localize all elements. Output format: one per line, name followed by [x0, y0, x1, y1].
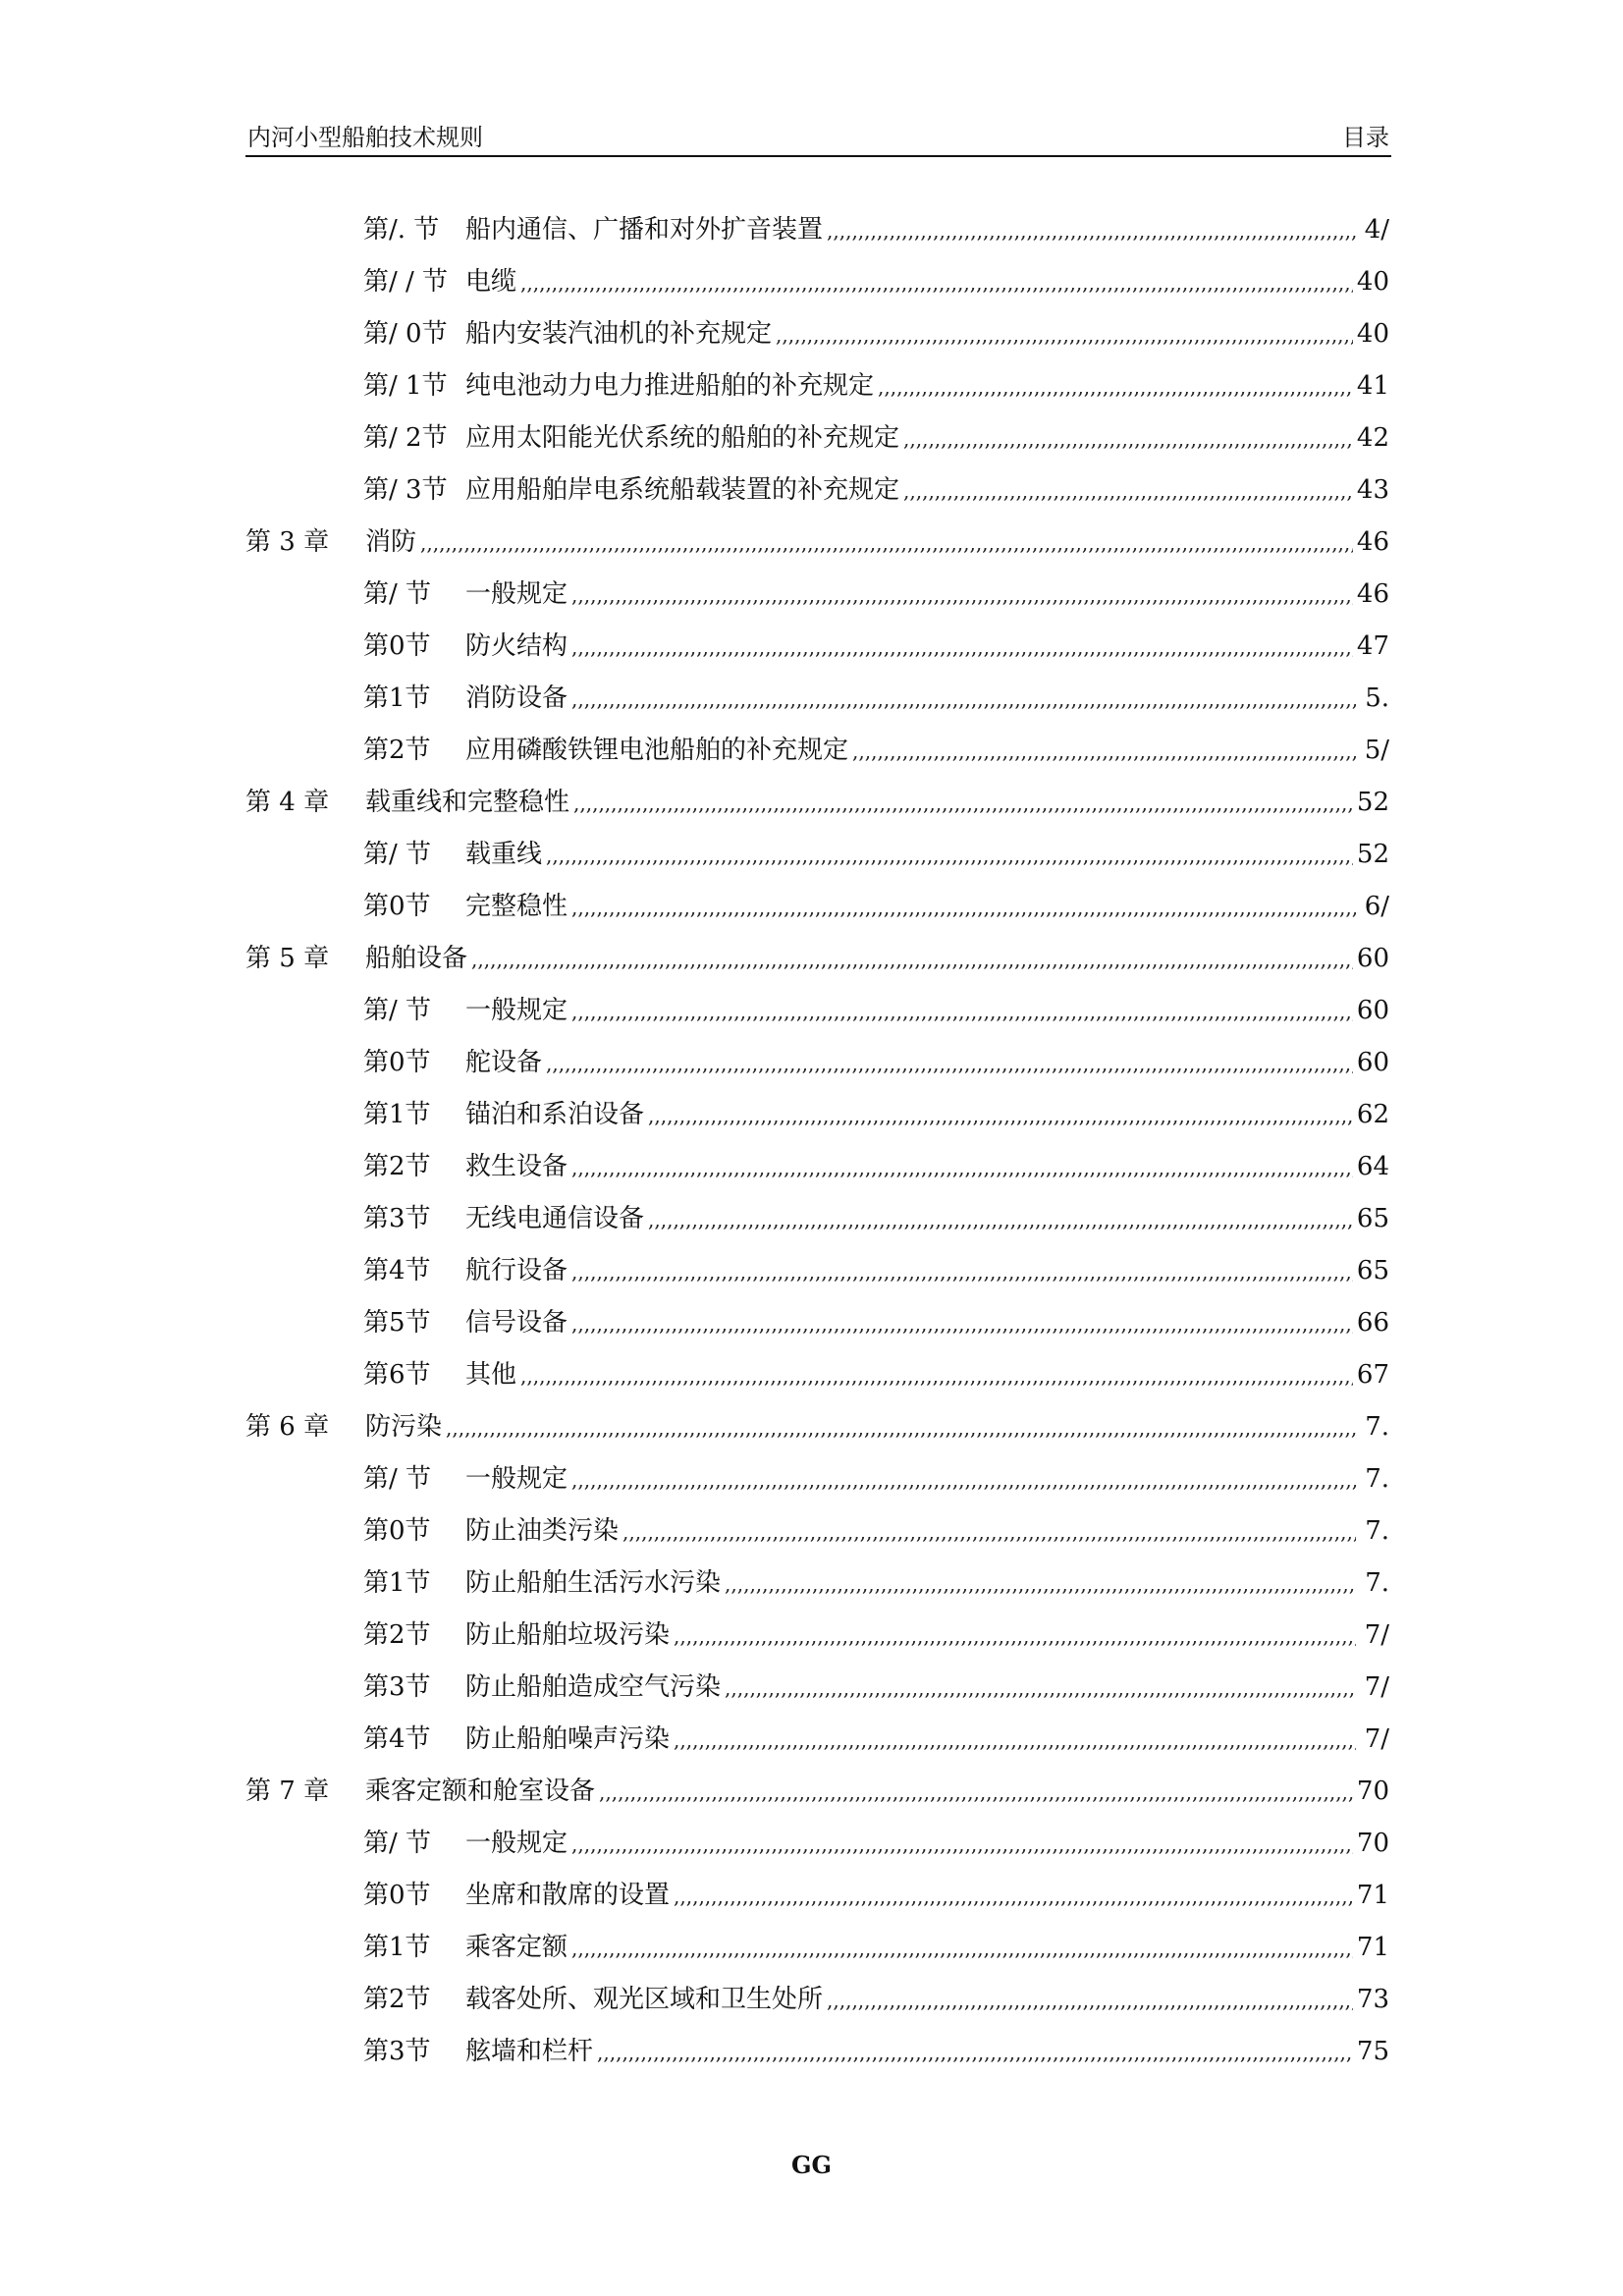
toc-page: 52: [1356, 840, 1389, 869]
toc-title: 其他: [465, 1360, 517, 1390]
toc-leader: [725, 1676, 1356, 1700]
toc-page: 60: [1356, 1048, 1389, 1077]
toc-page: 7.: [1365, 1464, 1389, 1494]
toc-entry[interactable]: [363, 1927, 1389, 1966]
toc-leader: [827, 1989, 1353, 2012]
toc-leader: [903, 427, 1353, 451]
toc-page: 70: [1356, 1777, 1389, 1806]
toc-page: 70: [1356, 1829, 1389, 1858]
toc-entry[interactable]: [363, 365, 1389, 405]
toc-title: 乘客定额: [465, 1933, 568, 1962]
section-title: 目录: [1342, 124, 1389, 151]
toc-page: 65: [1356, 1204, 1389, 1233]
toc-title: 乘客定额和舱室设备: [365, 1777, 596, 1806]
toc-leader: [546, 844, 1353, 867]
toc-page: 46: [1356, 527, 1389, 557]
toc-page: 67: [1356, 1360, 1389, 1390]
toc-title: 船内通信、广播和对外扩音装置: [465, 215, 824, 245]
toc-label: 第/ 节: [363, 1829, 432, 1858]
toc-leader: [571, 687, 1356, 711]
toc-entry[interactable]: [363, 678, 1389, 717]
toc-page: 46: [1356, 579, 1389, 609]
toc-label: 第3节: [363, 1204, 431, 1233]
toc-title: 防止油类污染: [465, 1516, 620, 1546]
toc-leader: [674, 1624, 1356, 1648]
toc-entry[interactable]: [363, 1979, 1389, 2018]
toc-title: 载重线: [465, 840, 543, 869]
toc-title: 防止船舶噪声污染: [465, 1724, 671, 1754]
toc-page: 40: [1356, 267, 1389, 297]
toc-entry[interactable]: [363, 1875, 1389, 1914]
toc-title: 一般规定: [465, 579, 568, 609]
toc-title: 消防: [365, 527, 417, 557]
toc-leader: [571, 1260, 1353, 1284]
toc-label: 第 6 章: [245, 1412, 330, 1442]
toc-label: 第5节: [363, 1308, 431, 1338]
toc-leader: [471, 948, 1353, 971]
toc-label: 第0节: [363, 1881, 431, 1910]
toc-entry[interactable]: [363, 834, 1389, 873]
toc-label: 第2节: [363, 736, 431, 765]
toc-leader: [674, 1885, 1353, 1908]
page-number: GG: [791, 2151, 832, 2179]
toc-page: 7.: [1365, 1412, 1389, 1442]
toc-page: 6/: [1364, 892, 1389, 921]
toc-label: 第/ / 节: [363, 267, 449, 297]
toc-page: 71: [1356, 1881, 1389, 1910]
toc-label: 第6节: [363, 1360, 431, 1390]
toc-page: 66: [1356, 1308, 1389, 1338]
toc-page: 62: [1356, 1100, 1389, 1129]
toc-leader: [571, 1937, 1353, 1960]
toc-entry[interactable]: [363, 1146, 1389, 1185]
toc-page: 7.: [1365, 1516, 1389, 1546]
toc-label: 第4节: [363, 1256, 431, 1285]
toc-entry[interactable]: [363, 1250, 1389, 1289]
toc-chapter[interactable]: [245, 938, 1389, 977]
toc-entry[interactable]: [363, 1562, 1389, 1602]
toc-title: 救生设备: [465, 1152, 568, 1181]
toc-page: 60: [1356, 996, 1389, 1025]
toc-entry[interactable]: [363, 1510, 1389, 1550]
toc-title: 应用磷酸铁锂电池船舶的补充规定: [465, 736, 849, 765]
toc-page: 5.: [1365, 683, 1389, 713]
toc-leader: [571, 1312, 1353, 1336]
toc-page: 43: [1356, 475, 1389, 505]
toc-page: 52: [1356, 788, 1389, 817]
toc-label: 第0节: [363, 1048, 431, 1077]
toc-leader: [648, 1208, 1353, 1231]
toc-title: 舵设备: [465, 1048, 543, 1077]
toc-label: 第 4 章: [245, 788, 330, 817]
toc-entry[interactable]: [363, 1302, 1389, 1341]
toc-entry[interactable]: [363, 626, 1389, 665]
toc-entry[interactable]: [363, 1614, 1389, 1654]
toc-entry[interactable]: [363, 417, 1389, 457]
toc-label: 第/. 节: [363, 215, 440, 245]
toc-label: 第4节: [363, 1724, 431, 1754]
toc-entry[interactable]: [363, 990, 1389, 1029]
toc-title: 船内安装汽油机的补充规定: [465, 319, 773, 349]
toc-chapter[interactable]: [245, 1771, 1389, 1810]
toc-leader: [573, 792, 1353, 815]
toc-leader: [571, 1468, 1356, 1492]
toc-entry[interactable]: [363, 2031, 1389, 2070]
toc-page: 47: [1356, 631, 1389, 661]
toc-leader: [903, 479, 1353, 503]
toc-title: 坐席和散席的设置: [465, 1881, 671, 1910]
toc-label: 第/ 0节: [363, 319, 448, 349]
toc-leader: [622, 1520, 1356, 1544]
toc-leader: [571, 1832, 1353, 1856]
toc-leader: [571, 1156, 1353, 1179]
toc-page: 5/: [1364, 736, 1389, 765]
toc-title: 载重线和完整稳性: [365, 788, 570, 817]
toc-title: 防止船舶垃圾污染: [465, 1620, 671, 1650]
toc-entry[interactable]: [363, 209, 1389, 248]
toc-page: 64: [1356, 1152, 1389, 1181]
toc-page: 7/: [1364, 1672, 1389, 1702]
toc-label: 第/ 节: [363, 579, 432, 609]
toc-entry[interactable]: [363, 1094, 1389, 1133]
toc-label: 第1节: [363, 1100, 431, 1129]
toc-page: 40: [1356, 319, 1389, 349]
toc-chapter[interactable]: [245, 1406, 1389, 1446]
toc-title: 纯电池动力电力推进船舶的补充规定: [465, 371, 875, 401]
toc-page: 75: [1356, 2037, 1389, 2066]
toc-entry[interactable]: [363, 1198, 1389, 1237]
toc-title: 电缆: [465, 267, 517, 297]
toc-label: 第 3 章: [245, 527, 330, 557]
toc-label: 第 7 章: [245, 1777, 330, 1806]
toc-entry[interactable]: [363, 574, 1389, 613]
toc-entry[interactable]: [363, 313, 1389, 353]
toc-label: 第/ 节: [363, 1464, 432, 1494]
toc-page: 65: [1356, 1256, 1389, 1285]
toc-label: 第2节: [363, 1620, 431, 1650]
toc-leader: [520, 271, 1353, 295]
toc-entry[interactable]: [363, 469, 1389, 509]
toc-label: 第1节: [363, 1568, 431, 1598]
toc-entry[interactable]: [363, 730, 1389, 769]
toc-title: 防火结构: [465, 631, 568, 661]
toc-title: 无线电通信设备: [465, 1204, 645, 1233]
toc-leader: [827, 219, 1356, 243]
toc-leader: [571, 1000, 1353, 1023]
toc-leader: [648, 1104, 1353, 1127]
toc-label: 第0节: [363, 631, 431, 661]
toc-page: 73: [1356, 1985, 1389, 2014]
toc-label: 第/ 节: [363, 840, 432, 869]
toc-entry[interactable]: [363, 261, 1389, 301]
toc-leader: [878, 375, 1353, 399]
toc-title: 锚泊和系泊设备: [465, 1100, 645, 1129]
toc-page: 7/: [1364, 1724, 1389, 1754]
toc-leader: [420, 531, 1353, 555]
toc-leader: [776, 323, 1353, 347]
toc-entry[interactable]: [363, 886, 1389, 925]
toc-label: 第2节: [363, 1152, 431, 1181]
toc-label: 第/ 节: [363, 996, 432, 1025]
toc-label: 第0节: [363, 892, 431, 921]
toc-title: 一般规定: [465, 996, 568, 1025]
toc-title: 信号设备: [465, 1308, 568, 1338]
toc-label: 第1节: [363, 1933, 431, 1962]
toc-title: 应用船舶岸电系统船载装置的补充规定: [465, 475, 900, 505]
toc-label: 第/ 3节: [363, 475, 448, 505]
toc-title: 航行设备: [465, 1256, 568, 1285]
toc-label: 第3节: [363, 2037, 431, 2066]
toc-page: 71: [1356, 1933, 1389, 1962]
toc-label: 第 5 章: [245, 944, 330, 973]
toc-page: 7/: [1364, 1620, 1389, 1650]
toc-page: 4/: [1364, 215, 1389, 245]
toc-title: 完整稳性: [465, 892, 568, 921]
toc-title: 消防设备: [465, 683, 568, 713]
toc-entry[interactable]: [363, 1667, 1389, 1706]
toc-chapter[interactable]: [245, 521, 1389, 561]
toc-leader: [597, 2041, 1353, 2064]
toc-page: 42: [1356, 423, 1389, 453]
toc-title: 一般规定: [465, 1829, 568, 1858]
toc-leader: [546, 1052, 1353, 1075]
toc-title: 防止船舶生活污水污染: [465, 1568, 722, 1598]
toc-title: 载客处所、观光区域和卫生处所: [465, 1985, 824, 2014]
toc-label: 第/ 2节: [363, 423, 448, 453]
toc-leader: [725, 1572, 1356, 1596]
toc-page: 60: [1356, 944, 1389, 973]
toc-label: 第0节: [363, 1516, 431, 1546]
toc-title: 一般规定: [465, 1464, 568, 1494]
toc-entry[interactable]: [363, 1042, 1389, 1081]
toc-title: 舷墙和栏杆: [465, 2037, 594, 2066]
toc-leader: [852, 739, 1356, 763]
toc-entry[interactable]: [363, 1354, 1389, 1394]
toc-leader: [599, 1780, 1353, 1804]
toc-chapter[interactable]: [245, 782, 1389, 821]
toc-page: 7.: [1365, 1568, 1389, 1598]
toc-leader: [571, 896, 1356, 919]
toc-leader: [571, 635, 1353, 659]
toc-label: 第/ 1节: [363, 371, 448, 401]
toc-label: 第1节: [363, 683, 431, 713]
toc-title: 防止船舶造成空气污染: [465, 1672, 722, 1702]
toc-page: 41: [1356, 371, 1389, 401]
document-title: 内河小型船舶技术规则: [247, 124, 483, 151]
toc-entry[interactable]: [363, 1458, 1389, 1498]
toc-entry[interactable]: [363, 1719, 1389, 1758]
toc-title: 应用太阳能光伏系统的船舶的补充规定: [465, 423, 900, 453]
toc-leader: [446, 1416, 1356, 1440]
toc-label: 第3节: [363, 1672, 431, 1702]
toc-leader: [674, 1728, 1356, 1752]
toc-title: 船舶设备: [365, 944, 468, 973]
toc-leader: [520, 1364, 1353, 1388]
toc-title: 防污染: [365, 1412, 443, 1442]
toc-label: 第2节: [363, 1985, 431, 2014]
toc-entry[interactable]: [363, 1823, 1389, 1862]
toc-leader: [571, 583, 1353, 607]
